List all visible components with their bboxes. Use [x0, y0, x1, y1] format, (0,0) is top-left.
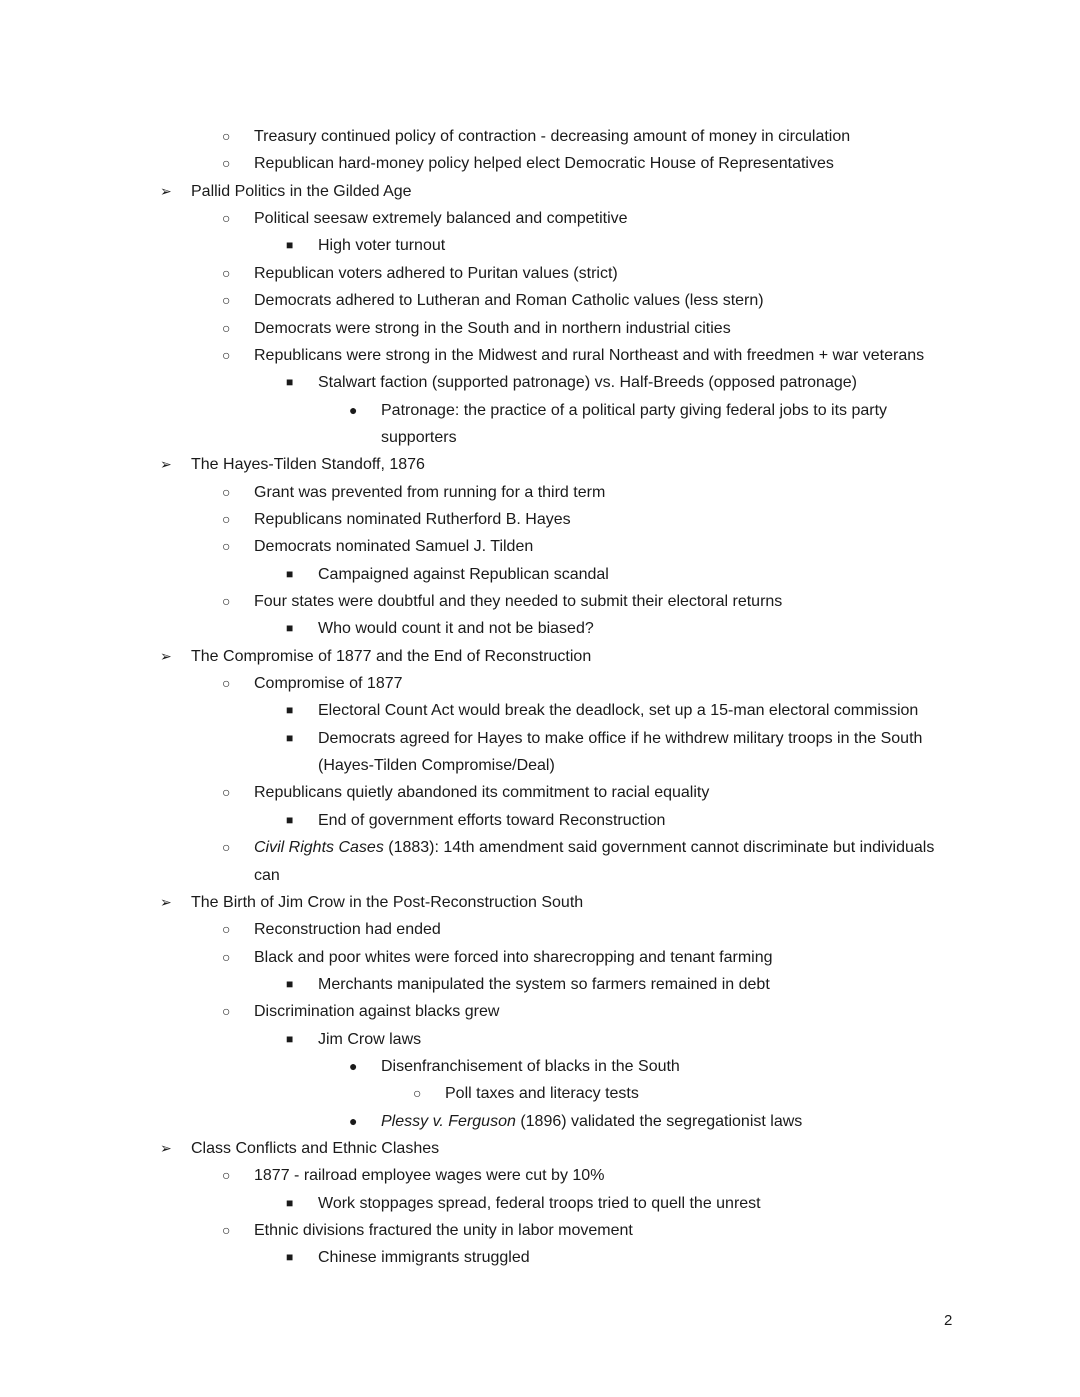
bullet-marker-icon: ● — [349, 401, 358, 418]
bullet-marker-icon: ○ — [222, 948, 231, 965]
outline-text: Disenfranchisement of blacks in the South — [381, 1057, 680, 1075]
outline-text: Compromise of 1877 — [254, 675, 403, 692]
bullet-marker-icon: ○ — [222, 319, 231, 336]
outline-text: Patronage: the practice of a political party giving federal jobs to its party — [381, 401, 888, 419]
bullet-marker-icon: ➢ — [160, 456, 172, 473]
outline-text: Four states were doubtful and they needed to submit their electoral returns — [254, 593, 783, 610]
outline-text: Political seesaw extremely balanced and competitive — [254, 210, 628, 228]
bullet-marker-icon: ■ — [286, 1031, 294, 1046]
bullet-marker-icon: ○ — [222, 264, 231, 281]
outline-text: Democrats adhered to Lutheran and Roman Catholic values (less stern) — [254, 292, 764, 310]
outline-text: The Hayes-Tilden Standoff, 1876 — [191, 456, 425, 474]
bullet-marker-icon: ■ — [286, 238, 294, 253]
bullet-marker-icon: ○ — [222, 675, 231, 691]
outline-text: Republicans nominated Rutherford B. Hayes — [254, 510, 571, 528]
outline-text: Jim Crow laws — [318, 1030, 422, 1048]
outline-text: Reconstruction had ended — [254, 921, 441, 939]
bullet-marker-icon: ➢ — [160, 893, 172, 910]
outline-text: Chinese immigrants struggled — [318, 1249, 530, 1267]
outline-text: Republicans quietly abandoned its commitment to racial equality — [254, 784, 710, 802]
bullet-marker-icon: ■ — [286, 703, 294, 718]
bullet-marker-icon: ○ — [222, 839, 231, 856]
outline-text: Class Conflicts and Ethnic Clashes — [191, 1140, 440, 1157]
outline-text: Democrats agreed for Hayes to make office if he withdrew military troops in the South — [318, 729, 923, 747]
outline-text: Poll taxes and literacy tests — [445, 1085, 639, 1103]
bullet-marker-icon: ○ — [222, 155, 231, 172]
outline-text — [381, 1108, 802, 1135]
bullet-marker-icon: ➢ — [160, 647, 172, 664]
bullet-marker-icon: ○ — [222, 538, 231, 555]
outline-text: The Birth of Jim Crow in the Post-Reconstruction South — [191, 893, 584, 911]
bullet-marker-icon: ■ — [286, 976, 294, 991]
bullet-marker-icon: ➢ — [160, 1140, 172, 1156]
bullet-marker-icon: ○ — [222, 921, 231, 938]
bullet-marker-icon: ➢ — [160, 182, 172, 199]
outline-text: Ethnic divisions fractured the unity in labor movement — [254, 1222, 633, 1239]
bullet-marker-icon: ○ — [222, 593, 231, 609]
bullet-marker-icon: ■ — [286, 375, 294, 390]
outline-text: Treasury continued policy of contraction - decreasing amount of money in circulation — [254, 128, 851, 145]
page-number: 2 — [944, 1312, 953, 1329]
bullet-marker-icon: ○ — [413, 1085, 422, 1102]
bullet-marker-icon: ○ — [222, 483, 231, 500]
outline-text: Grant was prevented from running for a third term — [254, 483, 606, 501]
outline-text: Republicans were strong in the Midwest and rural Northeast and with freedmen + war veterans — [254, 346, 925, 364]
outline-text: Campaigned against Republican scandal — [318, 565, 609, 583]
outline-text: 1877 - railroad employee wages were cut by 10% — [254, 1167, 605, 1185]
bullet-marker-icon: ● — [349, 1057, 358, 1074]
outline-text: Democrats were strong in the South and in northern industrial cities — [254, 319, 731, 337]
case-title: Plessy v. Ferguson — [381, 1112, 516, 1130]
outline-text: Pallid Politics in the Gilded Age — [191, 182, 412, 200]
outline-text: Republican hard-money policy helped elect Democratic House of Representatives — [254, 155, 834, 173]
outline-text: Work stoppages spread, federal troops tried to quell the unrest — [318, 1194, 761, 1212]
case-title: Civil Rights Cases — [254, 839, 384, 857]
outline-text: High voter turnout — [318, 237, 446, 255]
outline-text-rest: (1883): 14th amendment said government cannot discriminate but individuals — [383, 839, 935, 857]
outline-text: The Compromise of 1877 and the End of Reconstruction — [191, 647, 592, 665]
bullet-marker-icon: ■ — [286, 621, 294, 636]
outline-text — [254, 834, 934, 861]
outline-text: End of government efforts toward Reconstruction — [318, 811, 666, 829]
bullet-marker-icon: ○ — [222, 292, 231, 309]
outline-text: (Hayes-Tilden Compromise/Deal) — [318, 757, 555, 775]
outline-text: Democrats nominated Samuel J. Tilden — [254, 538, 534, 556]
bullet-marker-icon: ○ — [222, 784, 231, 801]
bullet-marker-icon: ■ — [286, 812, 294, 827]
outline-text: Discrimination against blacks grew — [254, 1003, 500, 1021]
bullet-marker-icon: ■ — [286, 730, 294, 745]
outline-text: supporters — [381, 428, 457, 446]
outline-text: Merchants manipulated the system so farmers remained in debt — [318, 975, 770, 993]
outline-text: can — [254, 866, 280, 884]
bullet-marker-icon: ■ — [286, 1195, 294, 1210]
bullet-marker-icon: ○ — [222, 346, 231, 363]
bullet-marker-icon: ○ — [222, 1222, 231, 1238]
bullet-marker-icon: ○ — [222, 510, 231, 527]
outline-text-rest: (1896) validated the segregationist laws — [515, 1112, 803, 1130]
bullet-marker-icon: ■ — [286, 1250, 294, 1265]
outline-text: Republican voters adhered to Puritan values (strict) — [254, 264, 618, 282]
bullet-marker-icon: ○ — [222, 128, 231, 144]
outline-text: Black and poor whites were forced into sharecropping and tenant farming — [254, 948, 773, 966]
outline-text: Stalwart faction (supported patronage) vs. Half-Breeds (opposed patronage) — [318, 374, 857, 392]
bullet-marker-icon: ○ — [222, 210, 231, 227]
outline-text: Electoral Count Act would break the deadlock, set up a 15-man electoral commission — [318, 702, 919, 720]
bullet-marker-icon: ■ — [286, 566, 294, 581]
bullet-marker-icon: ○ — [222, 1003, 231, 1020]
bullet-marker-icon: ○ — [222, 1167, 231, 1184]
bullet-marker-icon: ● — [349, 1112, 358, 1129]
outline-text: Who would count it and not be biased? — [318, 620, 594, 638]
